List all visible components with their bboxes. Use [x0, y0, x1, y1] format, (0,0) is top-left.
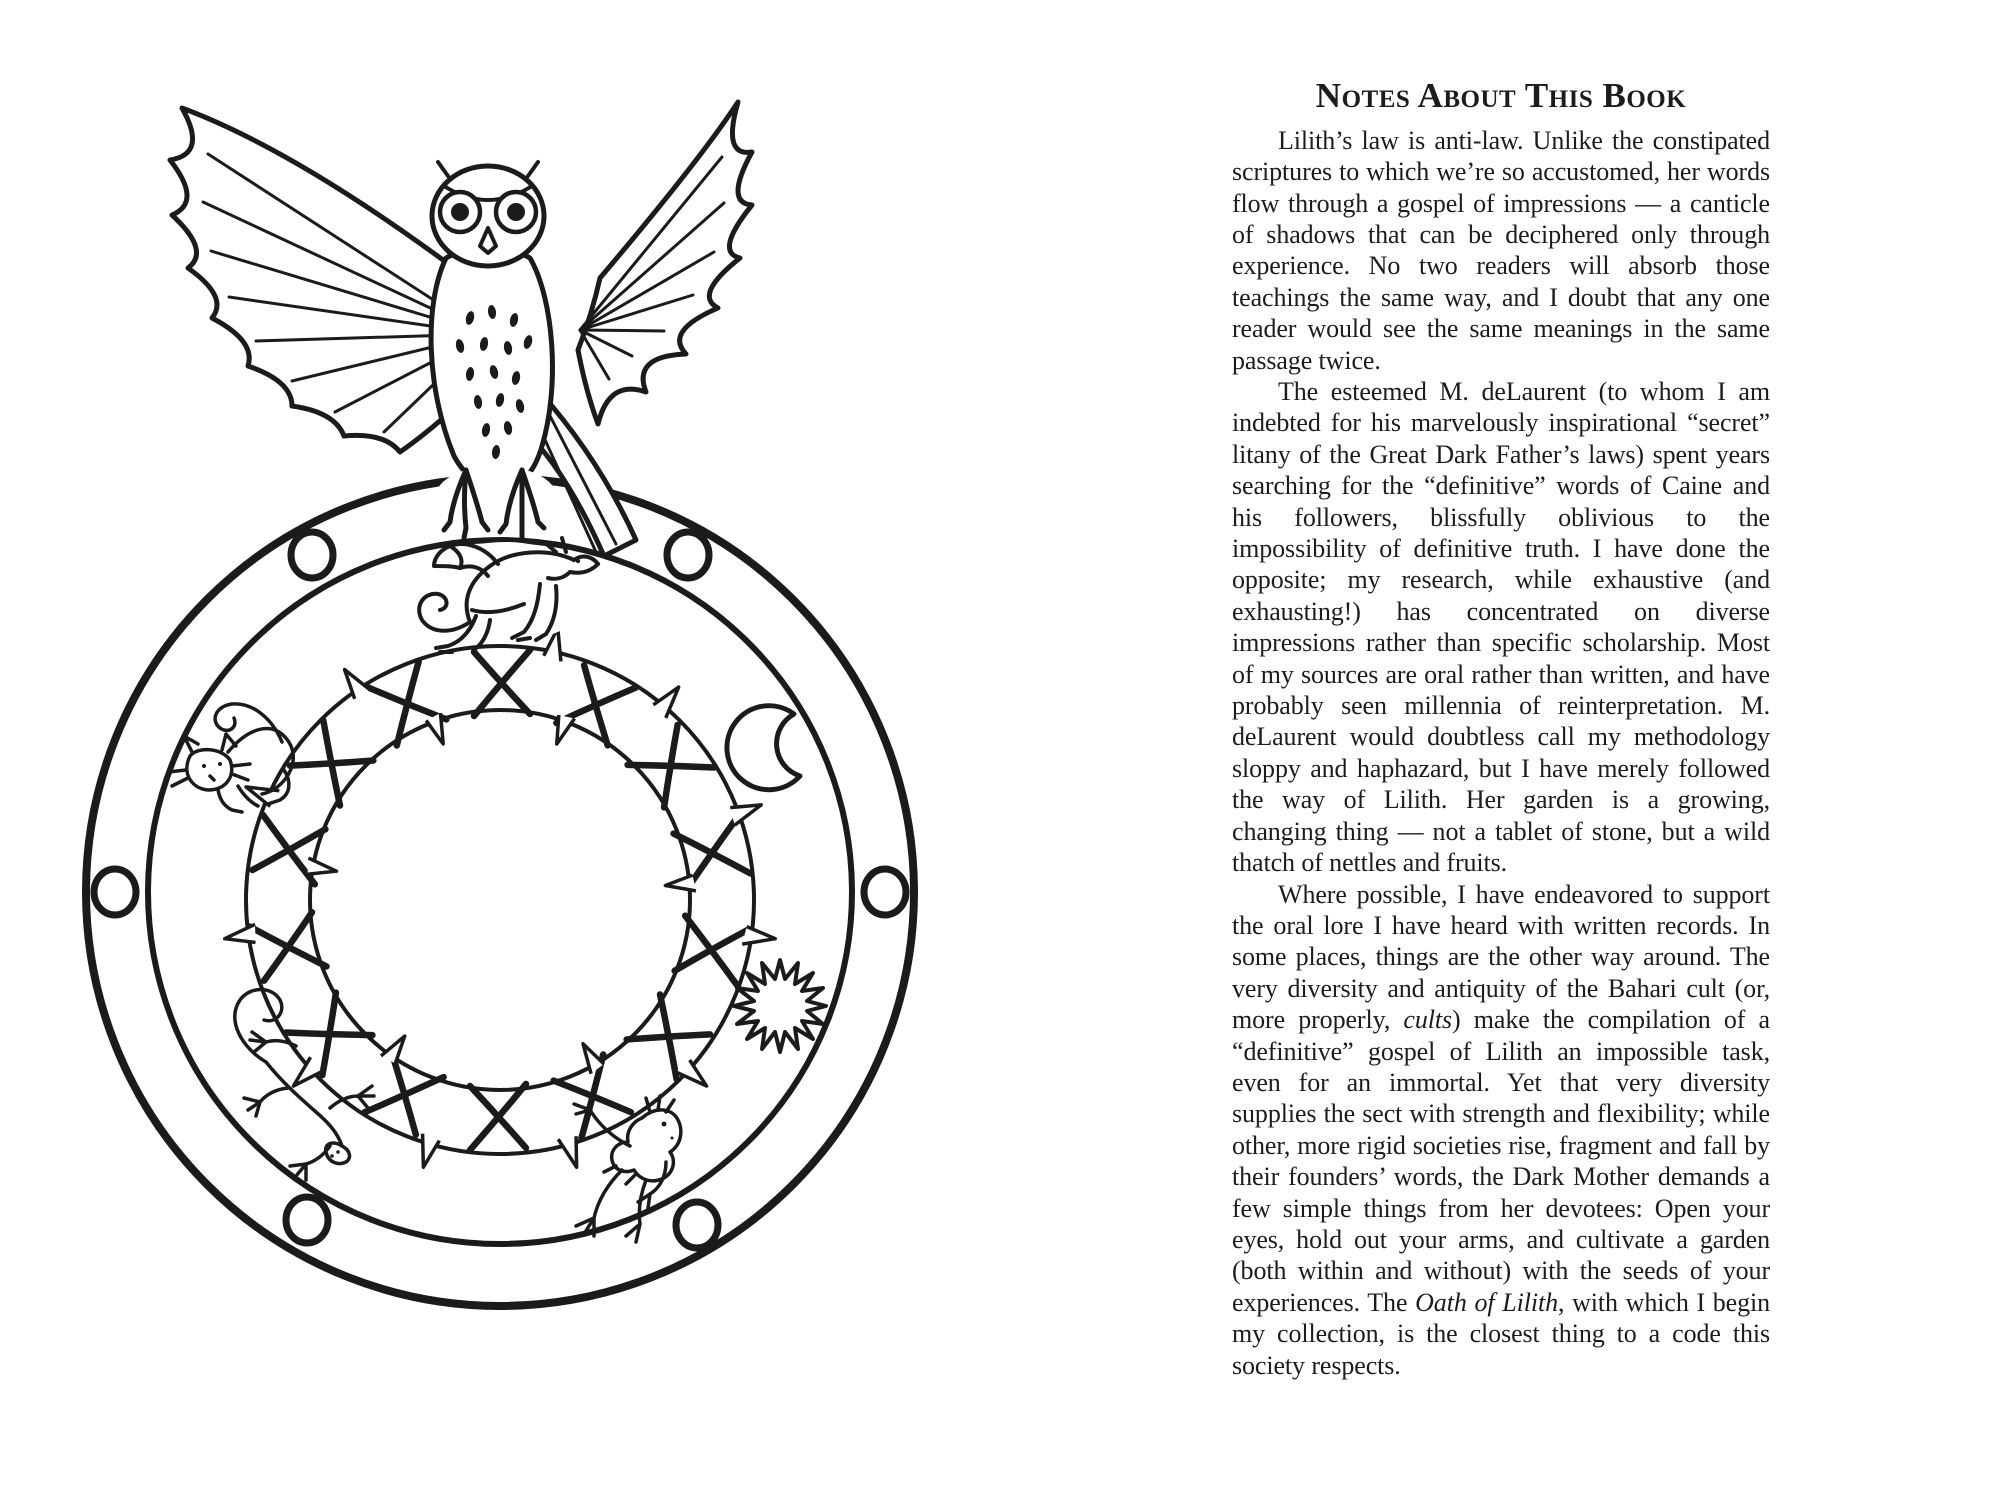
page-title: Notes About This Book	[1315, 76, 1687, 115]
owl-icon	[170, 102, 752, 556]
sun-icon	[734, 960, 826, 1052]
paragraph-1: Lilith’s law is anti-law. Unlike the constipated scriptures to which we’re so accustomed, her words flow through a gospel of impressions — a canticle of shadows that can be deciphered only through experience. No two readers will absorb those teachings the same way, and I doubt that any one reader would see the same meanings in the same passage twice.	[1232, 125, 1770, 375]
emblem-svg	[0, 0, 1000, 1420]
lilith-emblem-illustration	[0, 0, 1000, 1420]
paragraph-2: The esteemed M. deLaurent (to whom I am indebted for his marvelously inspirational “secret” litany of the Great Dark Father’s laws) spent years searching for the “definitive” words of Caine and his followers, blissfully oblivious to the impossibility of definitive truth. I have done the opposite; my research, while exhaustive (and exhausting!) has concentrated on diverse impressions rather than specific scholarship. Most of my sources are oral rather than written, and have probably seen millennia of reinterpretation. M. deLaurent would doubtless call my methodology sloppy and haphazard, but I have merely followed the way of Lilith. Her garden is a growing, changing thing — not a tablet of stone, but a wild thatch of nettles and fruits.	[1232, 377, 1770, 878]
paragraph-3: Where possible, I have endeavored to support the oral lore I have heard with written records. In some places, things are the other way around. The very diversity and antiquity of the Bahari cult (or, more properly, cults) make the compilation of a “definitive” gospel of Lilith an impossible task, even for an immortal. Yet that very diversity supplies the sect with strength and flexibility; while other, more rigid societies rise, fragment and fall by their founders’ words, the Dark Mother demands a few simple things from her devotees: Open your eyes, hold out your arms, and cultivate a garden (both within and without) with the seeds of your experiences. The Oath of Lilith, with which I begin my collection, is the closest thing to a code this society respects.	[1232, 879, 1771, 1380]
page-text-column	[1232, 78, 1770, 1381]
